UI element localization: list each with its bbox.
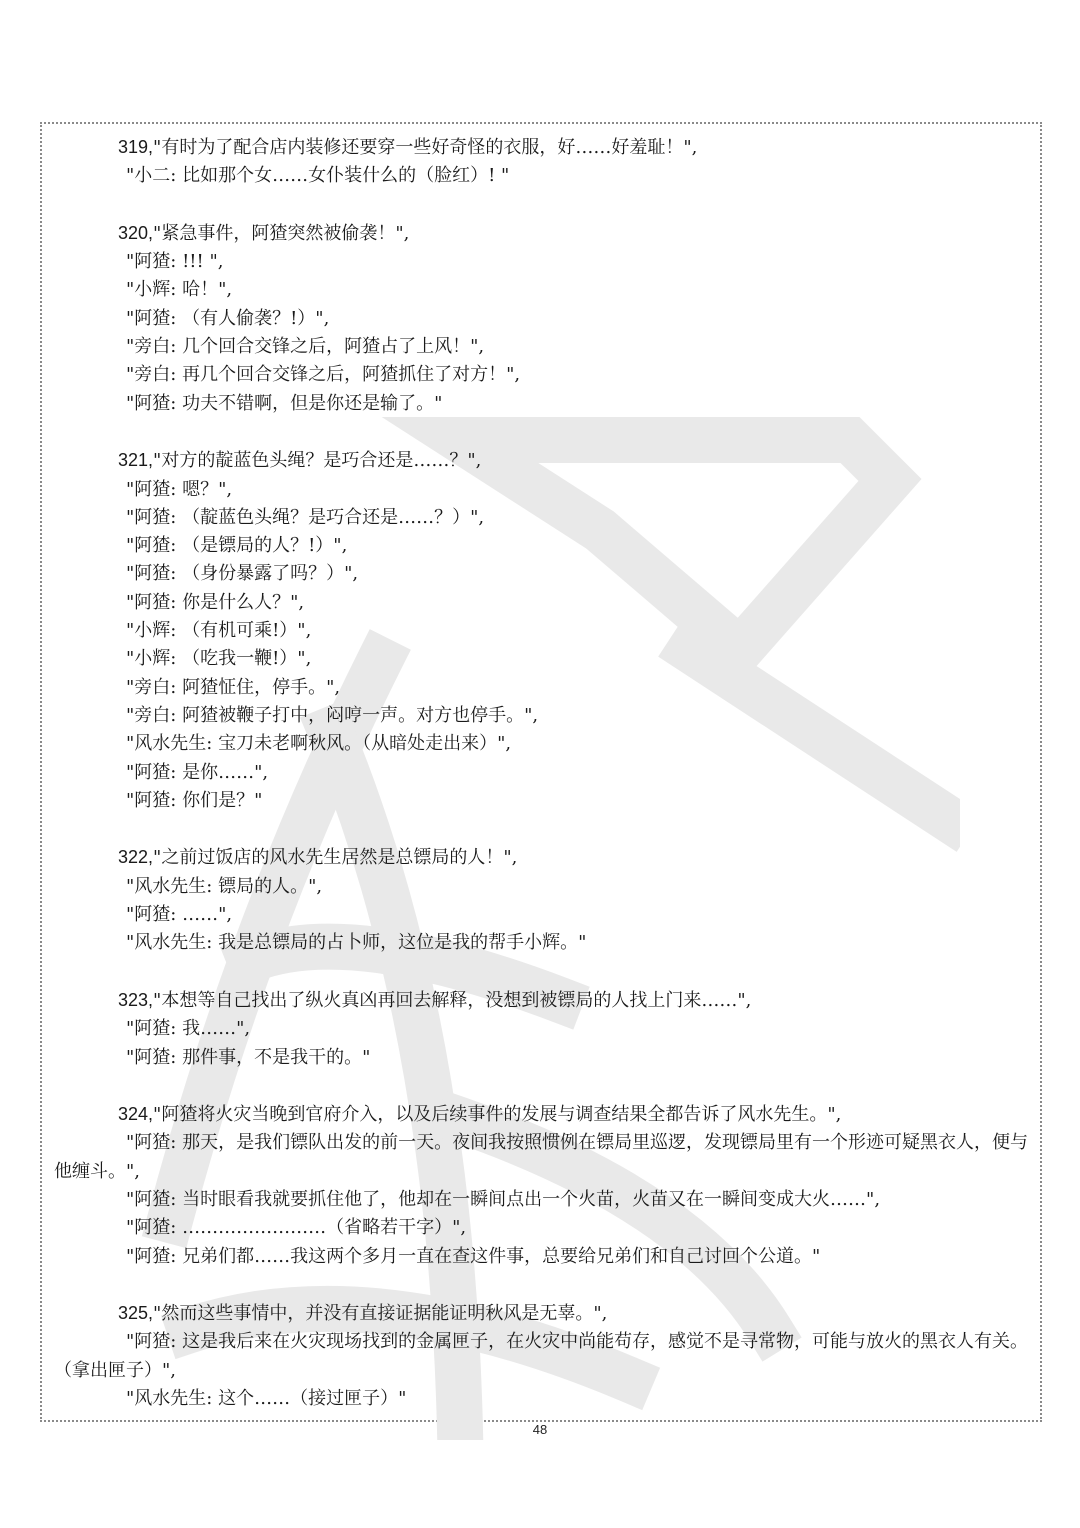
dialogue-line: "阿猹: 你是什么人？", [126,591,305,613]
entry-heading: 319,"有时为了配合店内装修还要穿一些好奇怪的衣服，好……好羞耻！", [118,137,698,158]
dialogue-line: "风水先生: 宝刀未老啊秋风。（从暗处走出来）", [126,733,512,755]
dialogue-line: "旁白: 阿猹被鞭子打中，闷哼一声。对方也停手。", [126,704,539,726]
dialogue-line: "风水先生: 这个……（接过匣子）" [126,1388,407,1410]
dialogue-line: "风水先生: 镖局的人。", [126,875,323,897]
dialogue-line: "旁白: 阿猹怔住，停手。", [126,676,341,698]
dialogue-line: "阿猹: 是你……", [126,761,269,783]
dialogue-line: "阿猹: （有人偷袭？!）", [126,307,330,329]
entry-323 [54,986,1032,1072]
entry-325 [54,1299,1032,1413]
dialogue-line: "阿猹: 我……", [126,1018,251,1040]
dialogue-line: "小二: 比如那个女……女仆装什么的（脸红）! " [126,165,510,187]
entry-324 [54,1100,1032,1271]
entry-321 [54,446,1032,815]
dialogue-line: "阿猹: （靛蓝色头绳？是巧合还是……？）", [126,506,485,528]
entry-320 [54,219,1032,418]
dialogue-line: "阿猹: 当时眼看我就要抓住他了，他却在一瞬间点出一个火苗，火苗又在一瞬间变成大火……", [126,1188,881,1210]
dialogue-line: "风水先生: 我是总镖局的占卜师，这位是我的帮手小辉。" [126,932,587,954]
dialogue-paragraph: "阿猹: 那天，是我们镖队出发的前一天。夜间我按照惯例在镖局里巡逻，发现镖局里有一个形迹可疑黑衣人，便与他缠斗。", [54,1132,1029,1182]
dialogue-line: "阿猹: !!! ", [126,251,224,273]
entry-319 [54,133,1032,191]
entry-heading: 322,"之前过饭店的风水先生居然是总镖局的人！", [118,847,518,869]
entry-heading: 320,"紧急事件，阿猹突然被偷袭！", [118,222,410,244]
dialogue-line: "阿猹: 功夫不错啊，但是你还是输了。" [126,392,443,414]
dialogue-line: "阿猹: 兄弟们都……我这两个多月一直在查这件事，总要给兄弟们和自己讨回个公道。" [126,1245,821,1267]
dialogue-line: "小辉: 哈！", [126,279,233,301]
entry-heading: 321,"对方的靛蓝色头绳？是巧合还是……？", [118,450,482,472]
dialogue-line: "阿猹: （身份暴露了吗？）", [126,563,359,585]
dialogue-line: "旁白: 再几个回合交锋之后，阿猹抓住了对方！", [126,364,521,386]
entry-heading: 325,"然而这些事情中，并没有直接证据能证明秋风是无辜。", [118,1303,608,1325]
dialogue-line: "阿猹: ……………………（省略若干字）", [126,1217,467,1239]
dialogue-line: "小辉: （吃我一鞭!）", [126,648,312,670]
page-number: 48 [532,1422,548,1437]
entry-heading: 324,"阿猹将火灾当晚到官府介入，以及后续事件的发展与调查结果全都告诉了风水先生。", [118,1104,842,1126]
dialogue-line: "阿猹: 那件事，不是我干的。" [126,1046,371,1068]
document-body [54,133,1032,1442]
entry-322 [54,843,1032,957]
dialogue-line: "阿猹: （是镖局的人？!）", [126,535,348,557]
entry-heading: 323,"本想等自己找出了纵火真凶再回去解释，没想到被镖局的人找上门来……", [118,989,752,1011]
dialogue-line: "旁白: 几个回合交锋之后，阿猹占了上风！", [126,336,485,358]
dialogue-line: "阿猹: ……", [126,904,233,926]
dialogue-line: "阿猹: 嗯？", [126,478,233,500]
dialogue-line: "阿猹: 你们是？" [126,789,263,811]
dialogue-line: "小辉: （有机可乘!）", [126,620,312,642]
dialogue-paragraph: "阿猹: 这是我后来在火灾现场找到的金属匣子，在火灾中尚能苟存，感觉不是寻常物，可能与放火的黑衣人有关。（拿出匣子）", [54,1331,1029,1381]
